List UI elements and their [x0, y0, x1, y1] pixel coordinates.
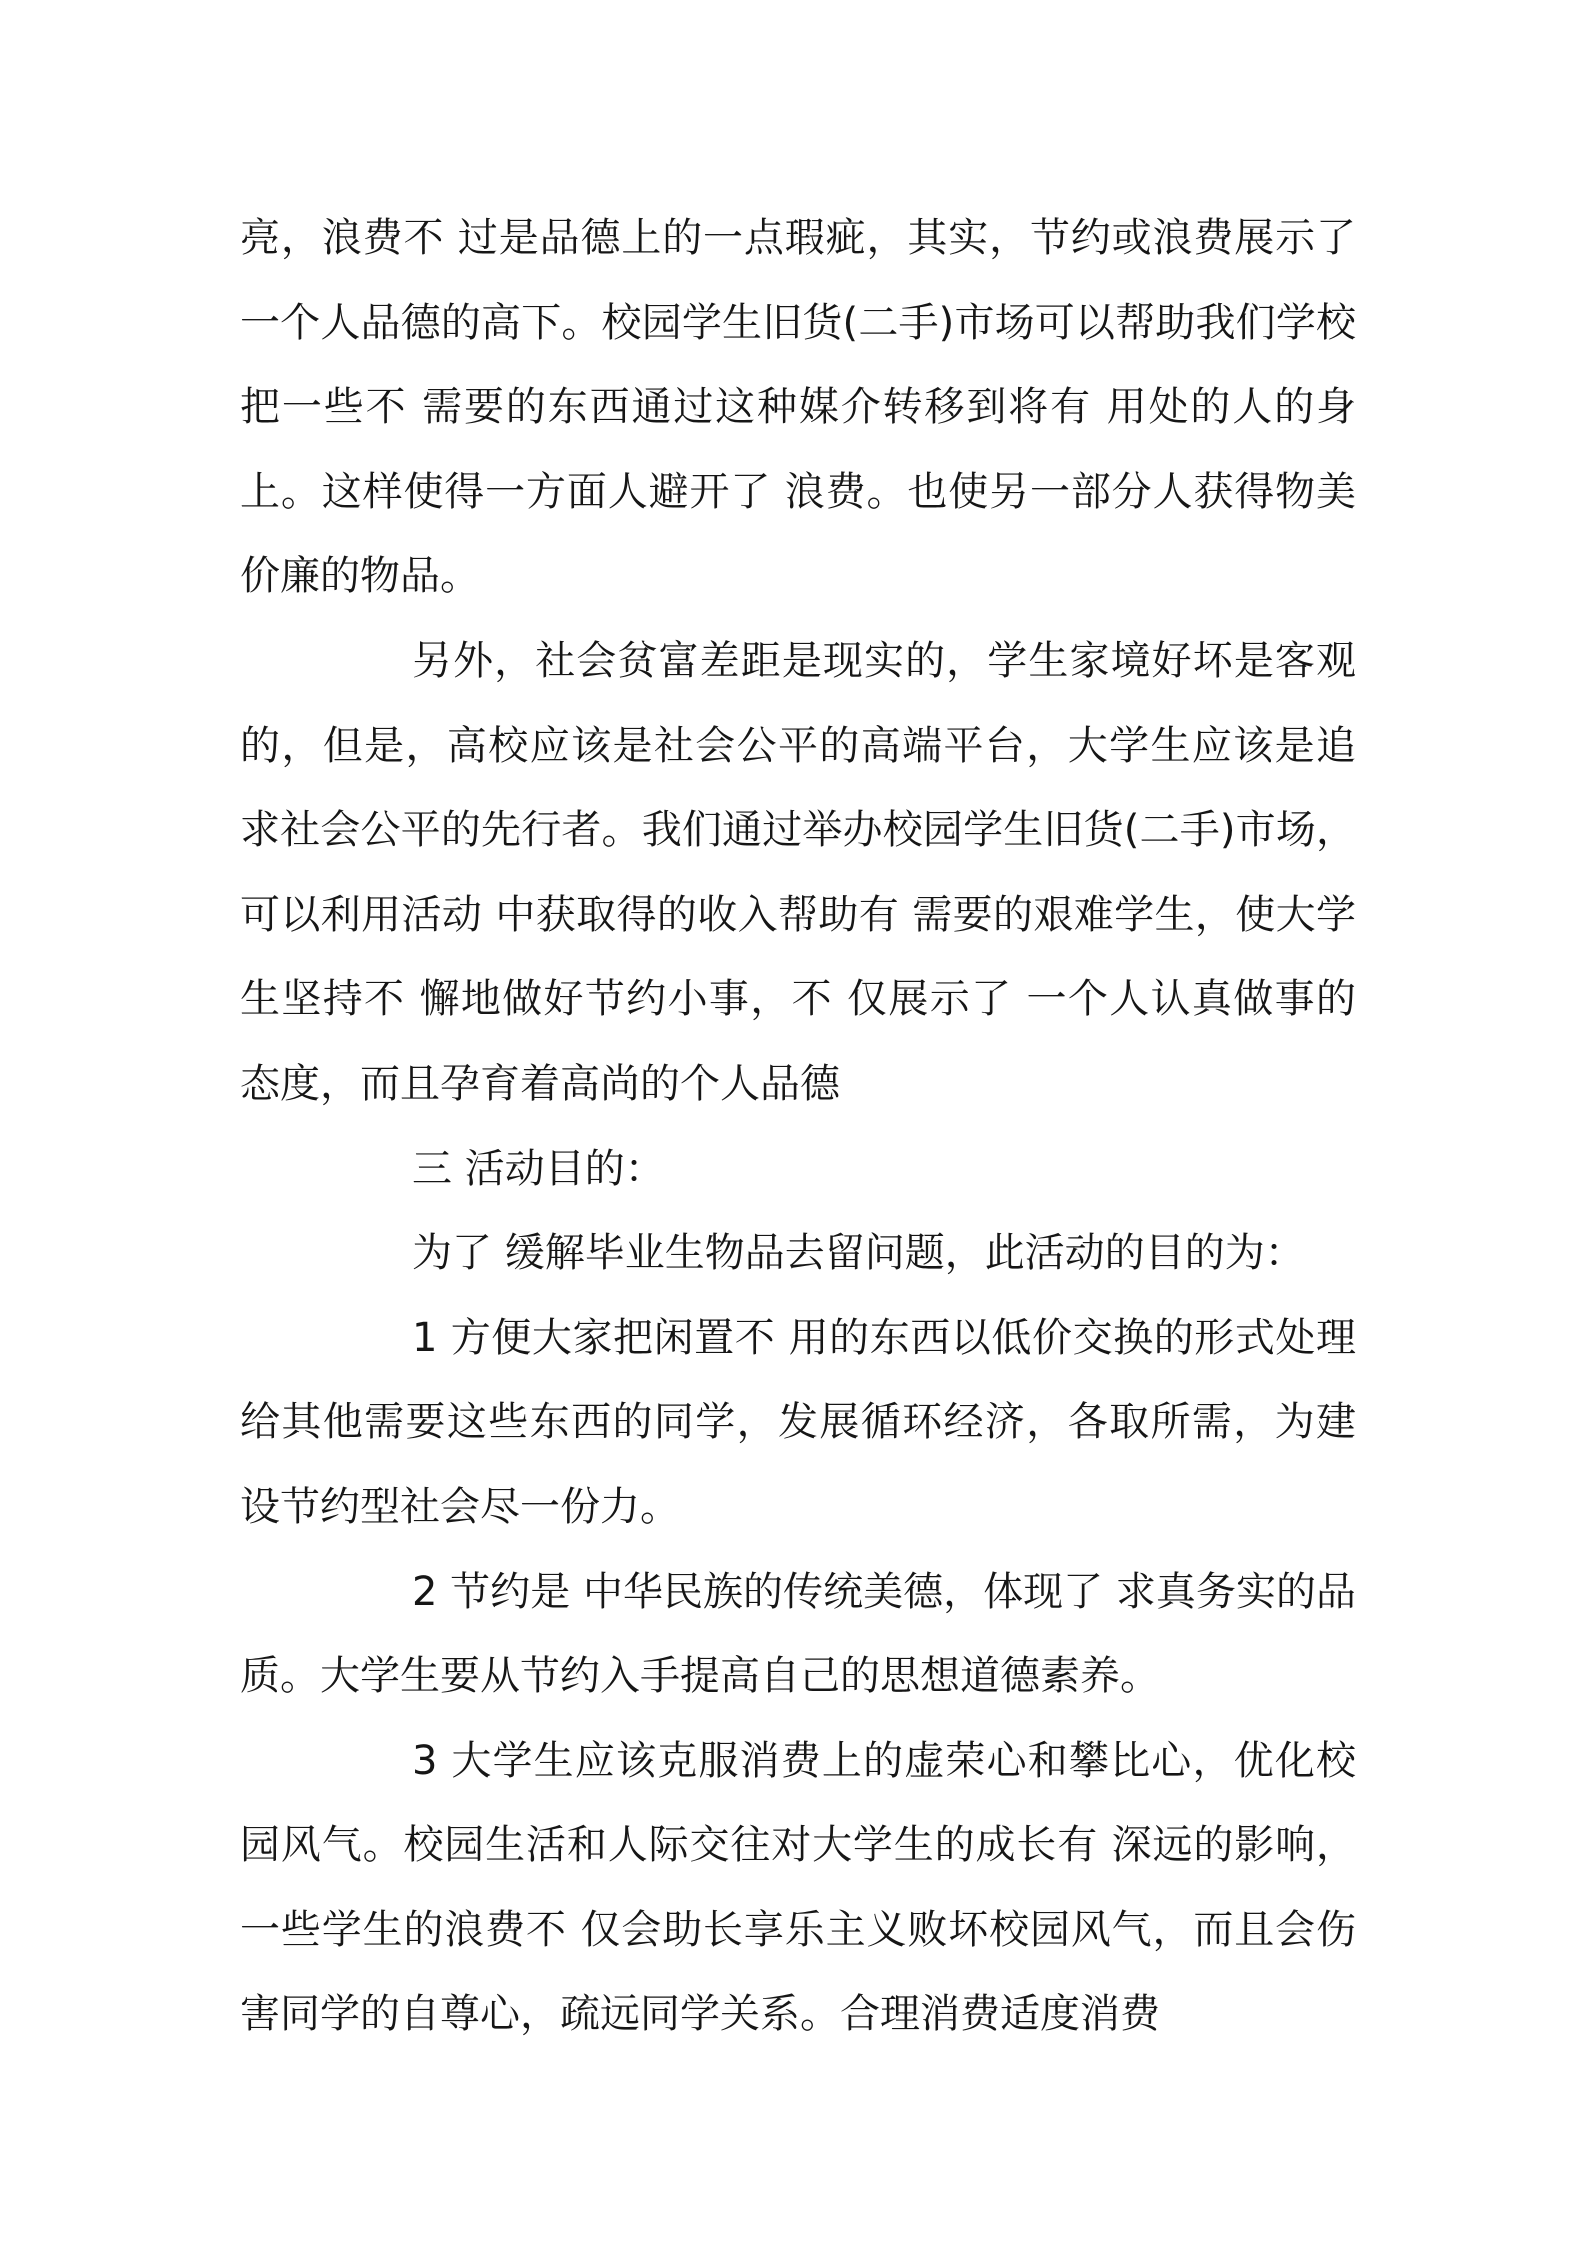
- section-heading: 三 活动目的：: [412, 1145, 665, 1192]
- list-item: 1 方便大家把闲置不 用的东西以低价交换的形式处理给其他需要这些东西的同学，发展循环经济，各取所需，为建设节约型社会尽一份力。: [240, 1314, 1356, 1530]
- list-item: 3 大学生应该克服消费上的虚荣心和攀比心，优化校园风气。校园生活和人际交往对大学生的成长有 深远的影响，一些学生的浪费不 仅会助长享乐主义败坏校园风气，而且会伤害同学的自尊心，疏远同学关系。合理消费适度消费: [240, 1737, 1356, 2038]
- paragraph: 为了 缓解毕业生物品去留问题，此活动的目的为：: [412, 1230, 1305, 1277]
- list-item: 2 节约是 中华民族的传统美德，体现了 求真务实的品质。大学生要从节约入手提高自己的思想道德素养。: [240, 1568, 1356, 1700]
- paragraph: 亮，浪费不 过是品德上的一点瑕疵，其实，节约或浪费展示了 一个人品德的高下。校园学生旧货(二手)市场可以帮助我们学校把一些不 需要的东西通过这种媒介转移到将有 用处的人的身上。这样使得一方面人避开了 浪费。也使另一部分人获得物美价廉的物品。: [240, 215, 1356, 600]
- paragraph: 另外，社会贫富差距是现实的，学生家境好坏是客观的，但是，高校应该是社会公平的高端平台，大学生应该是追求社会公平的先行者。我们通过举办校园学生旧货(二手)市场，可以利用活动 中获取得的收入帮助有 需要的艰难学生，使大学生坚持不 懈地做好节约小事，不 仅展示了 一个人认真做事的态度，而且孕育着高尚的个人品德: [240, 637, 1356, 1107]
- body-text: [240, 196, 1356, 2057]
